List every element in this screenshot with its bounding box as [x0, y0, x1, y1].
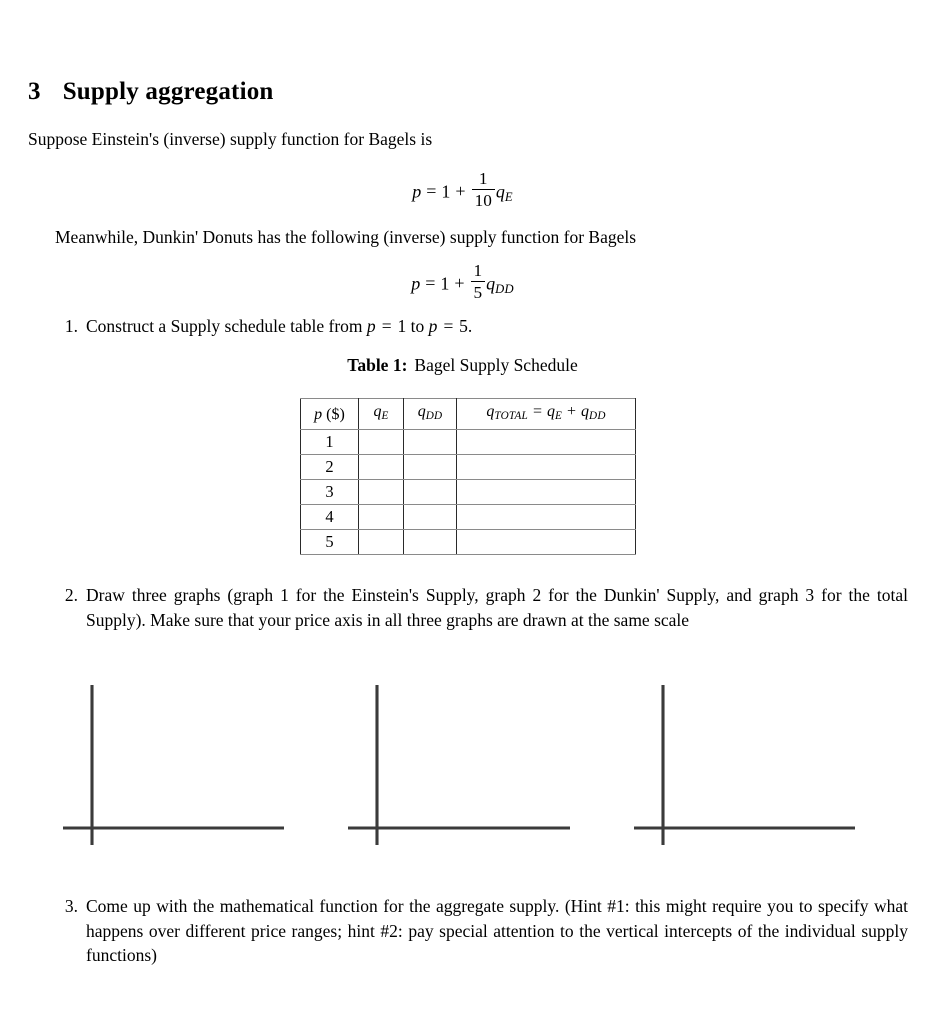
list-item-marker: 3. — [64, 896, 78, 916]
list-item-1 — [52, 314, 672, 339]
equation-dunkin-operator: + — [454, 273, 465, 294]
list-item-marker: 2. — [64, 585, 78, 605]
header-q-einstein: $q_E$ — [359, 399, 404, 430]
header-q-dunkin: $q_{DD}$ — [404, 399, 457, 430]
cell-qdd[interactable] — [404, 455, 457, 480]
cell-qdd[interactable] — [404, 480, 457, 505]
equation-dunkin-fraction — [471, 262, 486, 303]
table-header-row — [301, 399, 636, 430]
equation-einstein-subscript: E — [504, 189, 513, 204]
schedule-table — [300, 398, 636, 555]
item1-math-upper: p = 5 — [428, 316, 468, 336]
section-title: Supply aggregation — [62, 78, 274, 105]
equation-einstein-constant: 1 — [441, 181, 451, 202]
cell-price: 4 — [301, 505, 359, 530]
equation-einstein-relation: = — [426, 181, 437, 202]
item1-text-middle: to — [406, 316, 429, 336]
equation-einstein-operator: + — [455, 181, 466, 202]
table-row — [301, 430, 636, 455]
cell-qdd[interactable] — [404, 430, 457, 455]
fraction-denominator: 10 — [472, 189, 495, 210]
equation-dunkin-subscript: DD — [495, 281, 514, 296]
table-row — [301, 505, 636, 530]
item1-math-lower: p = 1 — [366, 316, 407, 336]
cell-qtotal[interactable] — [457, 480, 636, 505]
equation-einstein-fraction — [472, 170, 495, 211]
equation-dunkin-lhs: p — [411, 273, 421, 294]
list-item-2 — [52, 583, 908, 632]
list-item-marker: 1. — [64, 316, 78, 336]
equation-dunkin-variable: q — [486, 273, 496, 294]
item1-text-before: Construct a Supply schedule table from — [86, 316, 367, 336]
cell-price: 5 — [301, 530, 359, 555]
cell-qe[interactable] — [359, 480, 404, 505]
cell-price: 3 — [301, 480, 359, 505]
cell-qtotal[interactable] — [457, 530, 636, 555]
cell-qtotal[interactable] — [457, 430, 636, 455]
table-row — [301, 480, 636, 505]
cell-qtotal[interactable] — [457, 505, 636, 530]
cell-qdd[interactable] — [404, 530, 457, 555]
list-item-3 — [52, 894, 908, 968]
cell-price: 1 — [301, 430, 359, 455]
intro-paragraph: Suppose Einstein's (inverse) supply function for Bagels is — [28, 129, 433, 149]
table-row — [301, 455, 636, 480]
cell-qe[interactable] — [359, 505, 404, 530]
bagel-supply-schedule-table — [300, 398, 636, 555]
section-number: 3 — [28, 78, 41, 105]
header-price: p ($) — [301, 399, 359, 430]
list-item-body: Draw three graphs (graph 1 for the Einstein's Supply, graph 2 for the Dunkin' Supply, and graph 3 for the total Supply). Make sure that your price axis in all three graphs are drawn at the same scale — [86, 585, 908, 630]
equation-einstein-variable: q — [495, 181, 505, 202]
item1-text-after: . — [467, 316, 473, 336]
table-caption-text: Bagel Supply Schedule — [414, 355, 578, 375]
cell-price: 2 — [301, 455, 359, 480]
cell-qdd[interactable] — [404, 505, 457, 530]
equation-einstein-supply — [0, 170, 925, 211]
header-q-total: $q_{TOTAL} = q_E + q_{DD}$ — [457, 399, 636, 430]
fraction-numerator: 1 — [478, 169, 488, 188]
equation-dunkin-relation: = — [425, 273, 436, 294]
table-caption-label: Table 1: — [347, 355, 408, 375]
page-title — [28, 78, 274, 106]
equation-einstein-lhs: p — [412, 181, 422, 202]
graph-1-einstein-supply[interactable] — [63, 685, 284, 845]
table-body — [301, 430, 636, 555]
meanwhile-paragraph: Meanwhile, Dunkin' Donuts has the following (inverse) supply function for Bagels — [55, 227, 637, 247]
cell-qtotal[interactable] — [457, 455, 636, 480]
graph-2-dunkin-supply[interactable] — [348, 685, 570, 845]
cell-qe[interactable] — [359, 430, 404, 455]
graph-3-total-supply[interactable] — [634, 685, 855, 845]
equation-dunkin-supply — [0, 262, 925, 303]
list-item-body — [86, 314, 672, 339]
cell-qe[interactable] — [359, 530, 404, 555]
fraction-numerator: 1 — [473, 261, 483, 280]
table-row — [301, 530, 636, 555]
fraction-denominator: 5 — [471, 281, 486, 302]
list-item-body: Come up with the mathematical function for the aggregate supply. (Hint #1: this might require you to specify what happens over different price ranges; hint #2: pay special attention to the vertical intercepts of the individual supply functions) — [86, 896, 908, 965]
table-header — [301, 399, 636, 430]
table-caption — [0, 355, 925, 376]
equation-dunkin-constant: 1 — [440, 273, 450, 294]
cell-qe[interactable] — [359, 455, 404, 480]
